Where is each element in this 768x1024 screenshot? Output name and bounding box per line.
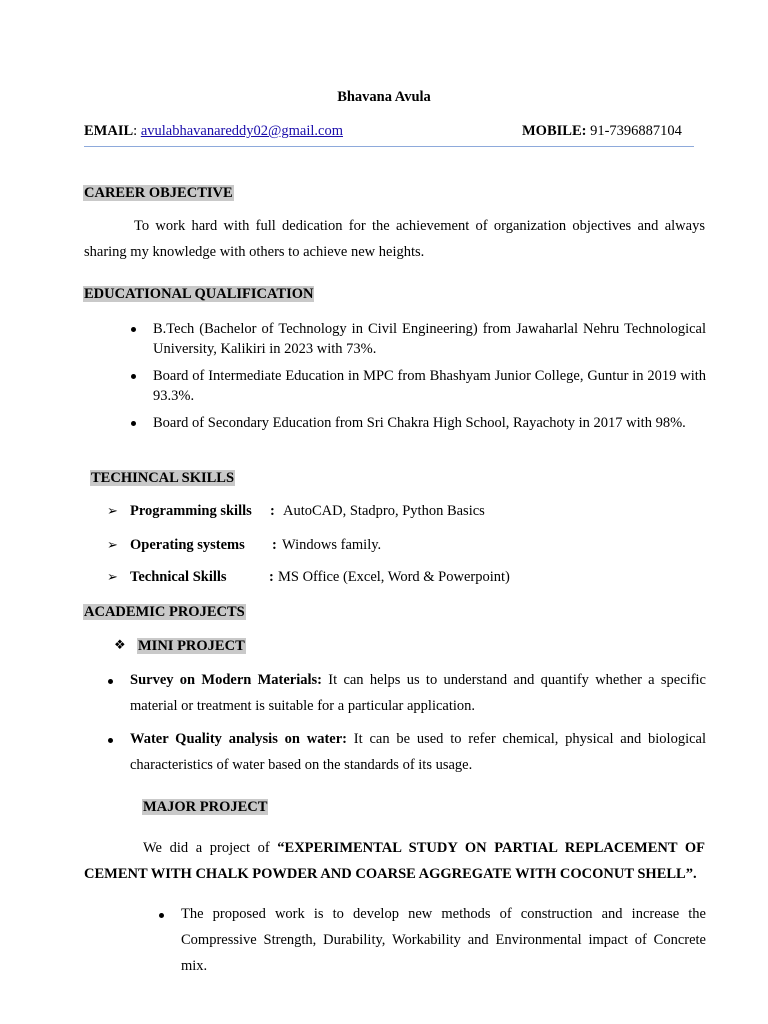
mini-project-heading-block <box>137 637 246 655</box>
mini-project-item <box>130 667 706 719</box>
mobile-label: MOBILE: <box>522 123 591 139</box>
mini-project-heading: MINI PROJECT <box>138 638 245 654</box>
skill-colon: : <box>270 503 275 519</box>
major-project-heading-block <box>142 798 268 816</box>
email-link[interactable]: avulabhavanareddy02@gmail.com <box>140 123 343 139</box>
education-item: Board of Intermediate Education in MPC from Bhashyam Junior College, Guntur in 2019 with 93.3%. <box>153 368 706 404</box>
skill-value: AutoCAD, Stadpro, Python Basics <box>283 503 485 519</box>
education-heading: EDUCATIONAL QUALIFICATION <box>84 286 314 302</box>
major-project-title: “EXPERIMENTAL STUDY ON PARTIAL REPLACEMENT OF CEMENT WITH CHALK POWDER AND COARSE AGGREGATE WITH COCONUT SHELL”. <box>84 840 705 882</box>
education-item: B.Tech (Bachelor of Technology in Civil Engineering) from Jawaharlal Nehru Technological University, Kalikiri in 2023 with 73%. <box>153 321 706 357</box>
mobile-number: 91-7396887104 <box>590 123 682 139</box>
major-project-heading: MAJOR PROJECT <box>143 799 268 815</box>
skill-value: Windows family. <box>282 537 382 553</box>
bullet-dot <box>131 421 136 426</box>
education-heading-block <box>83 285 314 303</box>
mini-project-title: Survey on Modern Materials: <box>130 672 323 688</box>
skill-label: Technical Skills <box>130 569 227 585</box>
skill-colon: : <box>269 569 274 585</box>
arrow-bullet-icon: ➢ <box>107 537 118 552</box>
bullet-dot <box>108 679 113 684</box>
mini-project-text: It can helps us to understand and quantify whether a specific material or treatment is suitable for a particular application. <box>130 672 706 714</box>
mini-project-title: Water Quality analysis on water: <box>130 731 348 747</box>
skills-heading-block <box>90 469 235 487</box>
skill-value: MS Office (Excel, Word & Powerpoint) <box>278 569 510 585</box>
mobile-line <box>522 123 682 140</box>
mini-project-item <box>130 726 706 778</box>
major-project-intro: We did a project of <box>143 840 278 856</box>
skill-row <box>107 503 118 520</box>
skill-row <box>107 537 118 554</box>
career-objective-text: To work hard with full dedication for the achievement of organization objectives and always sharing my knowledge with others to achieve new heights. <box>84 218 705 260</box>
academic-projects-heading: ACADEMIC PROJECTS <box>84 604 245 620</box>
career-heading-block <box>83 184 234 202</box>
projects-heading-block <box>83 603 246 621</box>
major-project-item: The proposed work is to develop new methods of construction and increase the Compressive Strength, Durability, Workability and Environmental impact of Concrete mix. <box>181 906 706 974</box>
technical-skills-heading: TECHINCAL SKILLS <box>91 470 235 486</box>
skill-label: Programming skills <box>130 503 252 519</box>
education-item: Board of Secondary Education from Sri Chakra High School, Rayachoty in 2017 with 98%. <box>153 415 686 431</box>
bullet-dot <box>131 327 136 332</box>
arrow-bullet-icon: ➢ <box>107 569 118 584</box>
skill-colon: : <box>272 537 277 553</box>
bullet-dot <box>159 913 164 918</box>
mini-project-text: It can be used to refer chemical, physical and biological characteristics of water based on the standards of its usage. <box>130 731 707 773</box>
header-divider <box>84 146 694 147</box>
bullet-dot <box>108 738 113 743</box>
email-line <box>84 123 343 140</box>
diamond-bullet-icon: ❖ <box>114 637 126 652</box>
major-project-description <box>84 835 705 887</box>
skill-row <box>107 569 118 586</box>
bullet-dot <box>131 374 136 379</box>
career-objective-heading: CAREER OBJECTIVE <box>84 185 233 201</box>
skill-label: Operating systems <box>130 537 245 553</box>
arrow-bullet-icon: ➢ <box>107 503 118 518</box>
candidate-name: Bhavana Avula <box>337 89 431 105</box>
email-label: EMAIL <box>84 123 134 139</box>
email-separator: : <box>133 123 141 139</box>
